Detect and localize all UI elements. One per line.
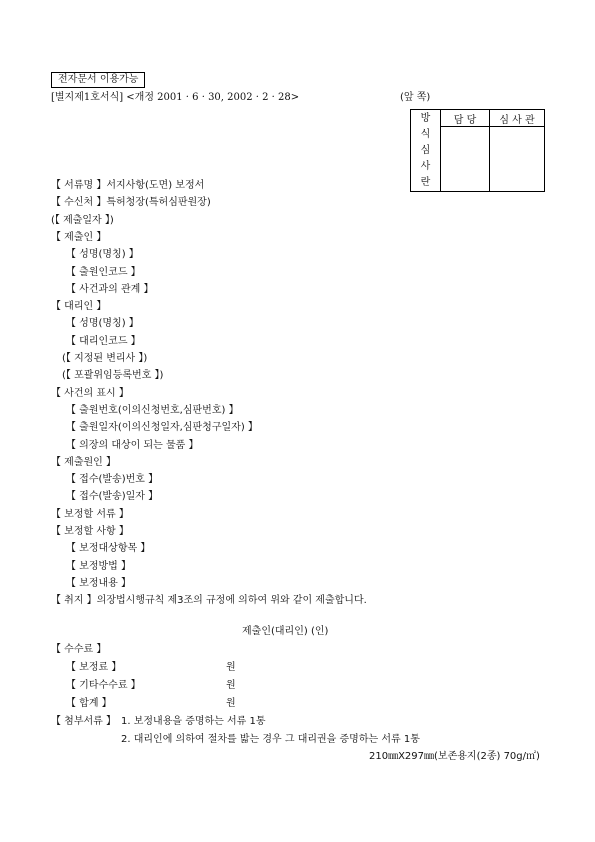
form-field-line: 【 사건과의 관계 】 xyxy=(66,284,154,295)
form-field-line: 【 접수(발송)일자 】 xyxy=(66,491,159,502)
form-field-line: 【 보정대상항목 】 xyxy=(66,543,151,554)
form-field-line: 【 보정내용 】 xyxy=(66,578,131,589)
form-field-line: 【 대리인 】 xyxy=(51,301,107,312)
fee-unit: 원 xyxy=(226,662,236,673)
fee-label-total: 【 합계 】 xyxy=(66,698,112,709)
fee-label-other: 【 기타수수료 】 xyxy=(66,680,141,691)
review-side-char: 사 xyxy=(420,161,431,172)
page-side-label: (앞 쪽) xyxy=(400,92,431,103)
form-field-line: 【 사건의 표시 】 xyxy=(51,388,129,399)
form-field-line: 【 서류명 】서지사항(도면) 보정서 xyxy=(51,180,205,191)
form-field-line: 【 취지 】의장법시행규칙 제3조의 규정에 의하여 위와 같이 제출합니다. xyxy=(51,595,367,606)
review-side-label xyxy=(411,110,441,192)
form-field-line: 【 수신처 】특허청장(특허심판원장) xyxy=(51,197,211,208)
fee-title: 【 수수료 】 xyxy=(51,644,107,655)
form-field-line: 【 성명(명칭) 】 xyxy=(66,318,139,329)
electronic-document-label xyxy=(51,72,145,88)
form-field-line: 【 접수(발송)번호 】 xyxy=(66,474,159,485)
paper-spec: 210㎜X297㎜(보존용지(2종) 70g/㎡) xyxy=(369,751,540,762)
form-field-line: 【 제출인 】 xyxy=(51,232,107,243)
review-side-char: 식 xyxy=(420,129,431,140)
stamp-col-examiner: 심 사 관 xyxy=(490,110,545,127)
stamp-cell-in-charge xyxy=(441,127,490,192)
attachment-item-2: 2. 대리인에 의하여 절차를 밟는 경우 그 대리권을 증명하는 서류 1통 xyxy=(121,734,420,745)
review-side-char: 방 xyxy=(420,113,431,124)
attachment-item-1: 1. 보정내용을 증명하는 서류 1통 xyxy=(121,716,266,727)
stamp-col-in-charge: 담 당 xyxy=(441,110,490,127)
form-field-line: (【 포괄위임등록번호 】) xyxy=(62,370,164,381)
form-field-line: 【 의장의 대상이 되는 물품 】 xyxy=(66,440,199,451)
form-field-line: 【 출원번호(이의신청번호,심판번호) 】 xyxy=(66,405,239,416)
form-id: [별지제1호서식] <개정 2001 · 6 · 30, 2002 · 2 · 28> xyxy=(51,92,300,103)
form-field-line: 【 대리인코드 】 xyxy=(66,336,141,347)
attachments-label: 【 첨부서류 】 xyxy=(51,716,116,727)
form-field-line: 【 보정방법 】 xyxy=(66,561,131,572)
review-side-char: 란 xyxy=(420,177,431,188)
review-side-char: 심 xyxy=(420,145,431,156)
form-field-line: 【 성명(명칭) 】 xyxy=(66,249,139,260)
form-field-line: (【 지정된 변리사 】) xyxy=(62,353,148,364)
review-stamp-box xyxy=(410,109,545,192)
electronic-document-label-text: 전자문서 이용가능 xyxy=(58,74,139,85)
form-field-line: 【 보정할 서류 】 xyxy=(51,509,129,520)
fee-unit: 원 xyxy=(226,680,236,691)
fee-label-correction: 【 보정료 】 xyxy=(66,662,122,673)
stamp-cell-examiner xyxy=(490,127,545,192)
form-field-line: 【 출원일자(이의신청일자,심판청구일자) 】 xyxy=(66,422,258,433)
form-field-line: 【 제출원인 】 xyxy=(51,457,116,468)
form-field-line: 【 보정할 사항 】 xyxy=(51,526,129,537)
form-field-line: 【 출원인코드 】 xyxy=(66,267,141,278)
form-field-line: (【 제출일자 】) xyxy=(51,215,114,226)
submitter-signature: 제출인(대리인) (인) xyxy=(242,626,329,637)
fee-unit: 원 xyxy=(226,698,236,709)
